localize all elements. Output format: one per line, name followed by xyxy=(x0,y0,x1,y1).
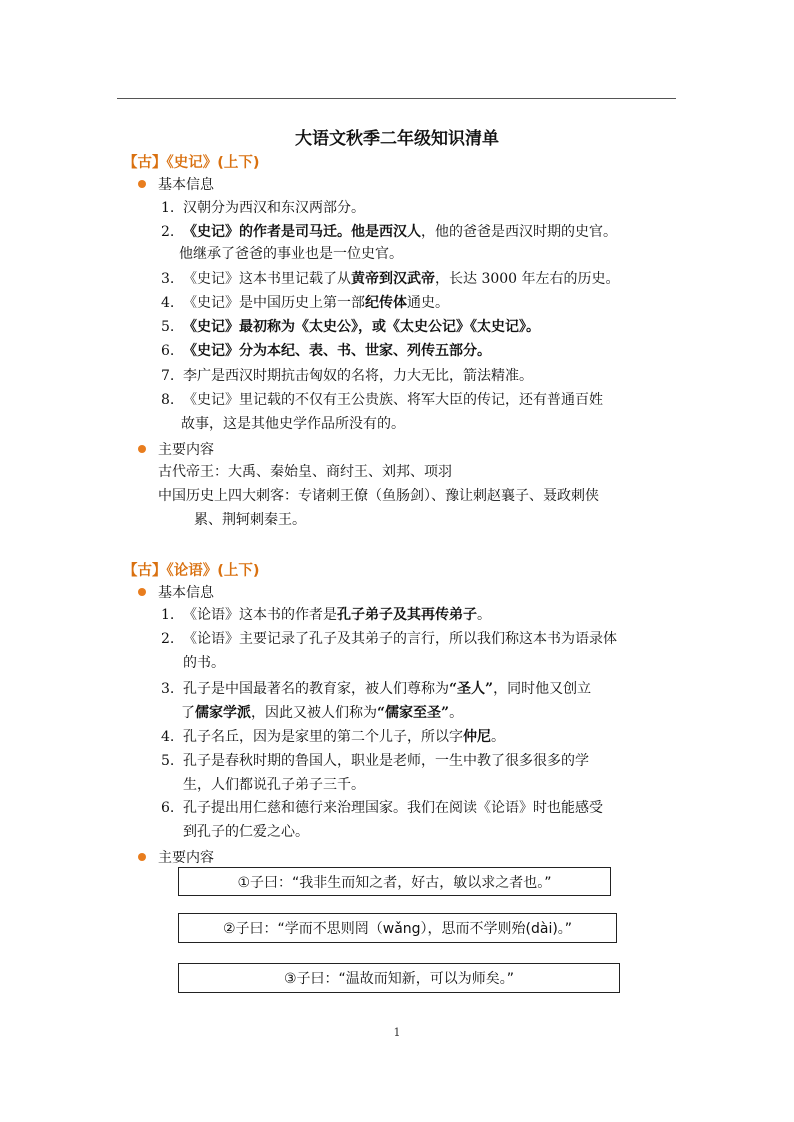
list-item-text: 汉朝分为西汉和东汉两部分。 xyxy=(183,200,365,216)
quote-box: ①子曰：“我非生而知之者，好古，敏以求之者也。” xyxy=(178,867,611,896)
list-item-text: 到孔子的仁爱之心。 xyxy=(183,824,309,840)
list-item-number: 2. xyxy=(161,631,175,647)
list-item-text: 《史记》最初称为《太史公》，或《太史公记》《太史记》。 xyxy=(183,319,540,335)
list-item-number: 4. xyxy=(161,295,175,311)
list-item-text: 孔子是春秋时期的鲁国人，职业是老师，一生中教了很多很多的学 xyxy=(183,753,589,769)
list-item-number: 2. xyxy=(161,224,175,240)
list-item-number: 5. xyxy=(161,319,175,335)
bullet-dot-icon xyxy=(138,180,146,188)
bullet-label: 基本信息 xyxy=(158,177,214,193)
list-item-line xyxy=(161,244,617,264)
list-item-text: 了 xyxy=(181,705,195,721)
list-item xyxy=(161,679,591,723)
list-item-text: ，同时他又创立 xyxy=(493,681,592,697)
list-item-number: 6. xyxy=(161,343,175,359)
list-item xyxy=(161,198,365,218)
list-item-text: ，他的爸爸是西汉时期的史官。 xyxy=(421,224,617,240)
page-number: 1 xyxy=(393,1026,401,1039)
bullet-dot-icon xyxy=(138,445,146,453)
list-item-text: 儒家学派 xyxy=(195,705,251,721)
list-item xyxy=(161,629,617,673)
section-heading-lunyu: 【古】《论语》(上下) xyxy=(123,563,260,579)
list-item-number: 5. xyxy=(161,753,175,769)
list-item-line xyxy=(161,703,591,723)
list-item-line xyxy=(161,222,617,242)
list-item-text: 纪传体 xyxy=(365,295,407,311)
list-item-number: 3. xyxy=(161,681,175,697)
list-item-text: 的书。 xyxy=(183,655,225,671)
list-item-line xyxy=(161,679,591,699)
list-item-number: 7. xyxy=(161,368,175,384)
list-item xyxy=(161,222,617,264)
bullet-dot-icon xyxy=(138,588,146,596)
list-item-text: 《史记》分为本纪、表、书、世家、列传五部分。 xyxy=(183,343,491,359)
list-item xyxy=(161,341,491,361)
section-heading-shiji: 【古】《史记》(上下) xyxy=(123,155,260,171)
document-title: 大语文秋季二年级知识清单 xyxy=(295,129,499,149)
quote-box: ②子曰：“学而不思则罔（wǎng），思而不学则殆(dài)。” xyxy=(178,913,617,943)
bullet-dot-icon xyxy=(138,853,146,861)
list-item-number: 6. xyxy=(161,800,175,816)
list-item xyxy=(161,366,533,386)
bullet-label: 主要内容 xyxy=(158,850,214,866)
list-item xyxy=(161,727,505,747)
main-content-line: 中国历史上四大刺客：专诸刺王僚（鱼肠剑）、豫让刺赵襄子、聂政刺侠 xyxy=(158,488,599,504)
list-item-text: 孔子提出用仁慈和德行来治理国家。我们在阅读《论语》时也能感受 xyxy=(183,800,603,816)
list-item-line xyxy=(161,605,491,625)
list-item xyxy=(161,293,449,313)
list-item-number: 1. xyxy=(161,200,175,216)
list-item-line xyxy=(161,317,540,337)
list-item-text: 仲尼 xyxy=(463,729,491,745)
list-item-line xyxy=(161,629,617,649)
list-item-line xyxy=(161,822,603,842)
list-item-line xyxy=(161,653,617,673)
list-item-line xyxy=(161,293,449,313)
list-item-text: 生，人们都说孔子弟子三千。 xyxy=(183,777,365,793)
list-item xyxy=(161,269,620,289)
bullet-basic-info-shiji xyxy=(138,174,214,194)
list-item-text: 故事，这是其他史学作品所没有的。 xyxy=(181,416,405,432)
list-item-number: 8. xyxy=(161,392,175,408)
list-item-number: 3. xyxy=(161,271,175,287)
list-item xyxy=(161,605,491,625)
list-item-text: “儒家至圣” xyxy=(377,705,450,721)
list-item xyxy=(161,390,603,434)
main-content-line: 古代帝王：大禹、秦始皇、商纣王、刘邦、项羽 xyxy=(158,464,452,480)
list-item xyxy=(161,798,603,842)
list-item-line xyxy=(161,198,365,218)
list-item-text: 《论语》主要记录了孔子及其弟子的言行，所以我们称这本书为语录体 xyxy=(183,631,617,647)
main-content-line: 累、荆轲刺秦王。 xyxy=(194,512,306,528)
list-item-text: 《论语》这本书的作者是 xyxy=(183,607,337,623)
list-item-text: 孔子是中国最著名的教育家，被人们尊称为 xyxy=(183,681,449,697)
list-item-text: 《史记》里记载的不仅有王公贵族、将军大臣的传记，还有普通百姓 xyxy=(183,392,603,408)
list-item-text: 。 xyxy=(477,607,491,623)
bullet-main-content-lunyu xyxy=(138,847,214,867)
list-item-text: 孔子弟子及其再传弟子 xyxy=(337,607,477,623)
list-item-text: 他继承了爸爸的事业也是一位史官。 xyxy=(179,246,403,262)
list-item-number: 4. xyxy=(161,729,175,745)
list-item-text: ，因此又被人们称为 xyxy=(251,705,377,721)
list-item-line xyxy=(161,269,620,289)
list-item-text: 《史记》这本书里记载了从 xyxy=(183,271,351,287)
list-item-line xyxy=(161,727,505,747)
list-item-text: 孔子名丘，因为是家里的第二个儿子，所以字 xyxy=(183,729,463,745)
quote-box: ③子曰：“温故而知新，可以为师矣。” xyxy=(178,963,620,993)
list-item xyxy=(161,317,540,337)
list-item-line xyxy=(161,798,603,818)
bullet-label: 基本信息 xyxy=(158,585,214,601)
list-item-line xyxy=(161,390,603,410)
bullet-basic-info-lunyu xyxy=(138,582,214,602)
bullet-main-content-shiji xyxy=(138,439,214,459)
list-item-line xyxy=(161,775,589,795)
list-item-line xyxy=(161,366,533,386)
list-item-text: ，长达 3000 年左右的历史。 xyxy=(435,271,620,287)
bullet-label: 主要内容 xyxy=(158,442,214,458)
list-item-text: “圣人” xyxy=(449,681,494,697)
list-item-text: 。 xyxy=(449,705,464,721)
list-item-line xyxy=(161,751,589,771)
list-item-line xyxy=(161,341,491,361)
list-item-text: 《史记》的作者是司马迁。他是西汉人 xyxy=(183,224,421,240)
list-item xyxy=(161,751,589,795)
header-rule xyxy=(117,98,676,99)
list-item-text: 黄帝到汉武帝 xyxy=(351,271,435,287)
list-item-text: 《史记》是中国历史上第一部 xyxy=(183,295,365,311)
list-item-number: 1. xyxy=(161,607,175,623)
list-item-text: 李广是西汉时期抗击匈奴的名将，力大无比，箭法精准。 xyxy=(183,368,533,384)
list-item-line xyxy=(161,414,603,434)
list-item-text: 通史。 xyxy=(407,295,449,311)
list-item-text: 。 xyxy=(491,729,505,745)
